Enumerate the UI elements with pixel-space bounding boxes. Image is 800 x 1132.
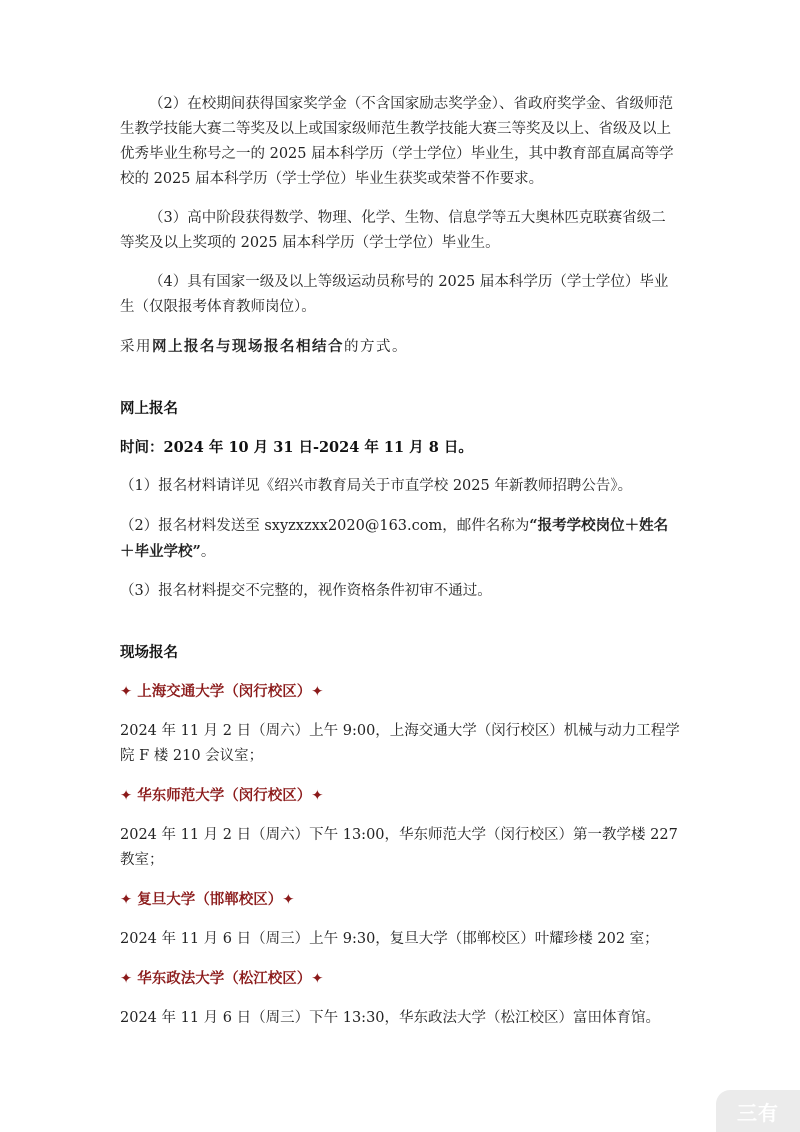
onsite-heading: 现场报名 (120, 644, 178, 661)
method-bold: 网上报名与现场报名相结合 (152, 338, 344, 355)
condition-item-4: （4）具有国家一级及以上等级运动员称号的 2025 届本科学历（学士学位）毕业生（仅限报考体育教师岗位）。 (120, 274, 669, 315)
venue-1-title (120, 679, 680, 705)
online-item-2-prefix: （2）报名材料发送至 sxyzxzxx2020@163.com，邮件名称为 (120, 518, 530, 534)
star-icon: ✦ (311, 684, 324, 700)
venue-4-title (120, 966, 680, 992)
venue-4-name: 华东政法大学（松江校区） (137, 970, 312, 987)
venue-1-name: 上海交通大学（闵行校区） (137, 683, 312, 700)
watermark-logo: 三有 (716, 1090, 800, 1132)
condition-item-2: （2）在校期间获得国家奖学金（不含国家励志奖学金）、省政府奖学金、省级师范生教学技能大赛二等奖及以上或国家级师范生教学技能大赛三等奖及以上、省级及以上优秀毕业生称号之一的 2025 届本科学历（学士学位）毕业生，其中教育部直属高等学校的 2025 届本科学历（学士学位）毕业生获奖或荣誉不作要求。 (120, 96, 674, 187)
star-icon: ✦ (311, 788, 324, 804)
venue-3-name: 复旦大学（邯郸校区） (137, 891, 283, 908)
star-icon: ✦ (311, 971, 324, 987)
online-heading: 网上报名 (120, 400, 178, 417)
star-icon: ✦ (120, 684, 133, 700)
online-item-2-suffix: 。 (200, 544, 216, 560)
star-icon: ✦ (120, 971, 133, 987)
venue-2-detail: 2024 年 11 月 2 日（周六）下午 13:00，华东师范大学（闵行校区）第一教学楼 227 教室； (120, 827, 678, 868)
registration-method (120, 334, 680, 360)
condition-item-3: （3）高中阶段获得数学、物理、化学、生物、信息学等五大奥林匹克联赛省级二等奖及以上奖项的 2025 届本科学历（学士学位）毕业生。 (120, 210, 666, 251)
venue-2-name: 华东师范大学（闵行校区） (137, 787, 312, 804)
venue-3-detail: 2024 年 11 月 6 日（周三）上午 9:30，复旦大学（邯郸校区）叶耀珍楼 202 室； (120, 931, 659, 947)
method-suffix: 的方式。 (344, 339, 408, 355)
venue-2-title (120, 783, 680, 809)
document-page (120, 92, 680, 1031)
method-prefix: 采用 (120, 339, 152, 355)
online-time: 时间：2024 年 10 月 31 日-2024 年 11 月 8 日。 (120, 439, 473, 456)
star-icon: ✦ (120, 788, 133, 804)
venue-4-detail: 2024 年 11 月 6 日（周三）下午 13:30，华东政法大学（松江校区）富田体育馆。 (120, 1010, 661, 1026)
star-icon: ✦ (282, 892, 295, 908)
venue-3-title (120, 887, 680, 913)
star-icon: ✦ (120, 892, 133, 908)
online-item-3: （3）报名材料提交不完整的，视作资格条件初审不通过。 (120, 583, 492, 599)
venue-1-detail: 2024 年 11 月 2 日（周六）上午 9:00，上海交通大学（闵行校区）机械与动力工程学院 F 楼 210 会议室； (120, 723, 680, 764)
online-item-1: （1）报名材料请详见《绍兴市教育局关于市直学校 2025 年新教师招聘公告》。 (120, 478, 633, 494)
online-item-2-bold: “报考学校岗位＋姓名＋毕业学校” (120, 517, 669, 560)
online-item-2 (120, 513, 680, 565)
